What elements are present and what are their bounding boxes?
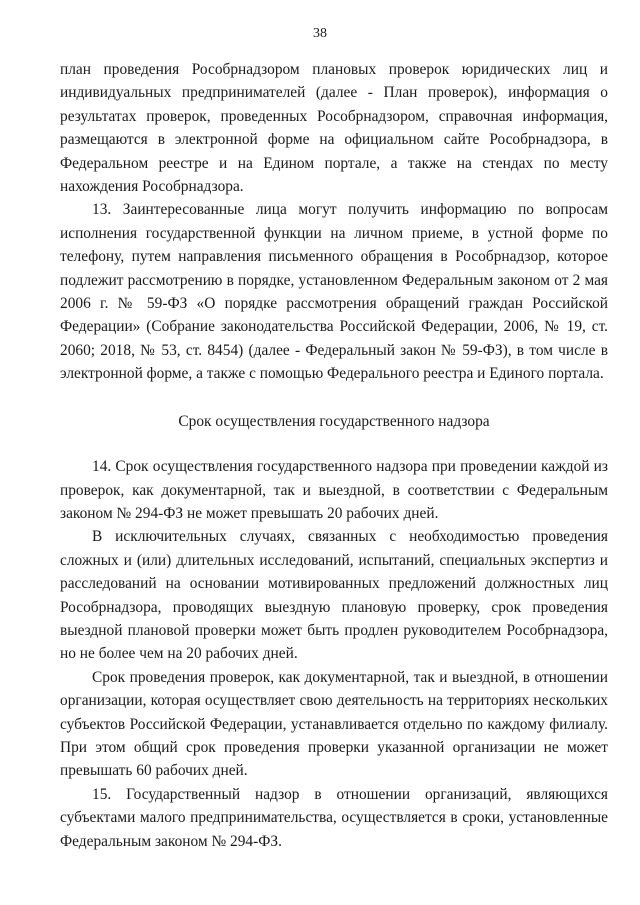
paragraph-14-branches: Срок проведения проверок, как документарной, так и выездной, в отношении организации, которая осуществляет свою деятельность на территориях нескольких субъектов Российской Федерации, устанавливается отдельно по каждому филиалу. При этом общий срок проведения проверки указанной организации не может превышать 60 рабочих дней. — [60, 668, 608, 780]
paragraph-14: 14. Срок осуществления государственного надзора при проведении каждой из проверок, как документарной, так и выездной, в соответствии с Федеральным законом № 294-ФЗ не может превышать 20 рабочих дней. — [60, 458, 608, 522]
paragraph-14-exceptions: В исключительных случаях, связанных с необходимостью проведения сложных и (или) длительных исследований, испытаний, специальных экспертиз и расследований на основании мотивированных предложений должностных лиц Рособрнадзора, проводящих выездную плановую проверку, срок проведения выездной плановой проверки может быть продлен руководителем Рособрнадзора, но не более чем на 20 рабочих дней. — [60, 528, 608, 663]
paragraph-15: 15. Государственный надзор в отношении организаций, являющихся субъектами малого предпринимательства, осуществляется в сроки, установленные Федеральным законом № 294-ФЗ. — [60, 785, 608, 850]
page-number: 38 — [313, 26, 327, 41]
section-heading: Срок осуществления государственного надзора — [178, 412, 490, 430]
document-body — [60, 58, 608, 853]
paragraph-continuation: план проведения Рособрнадзором плановых проверок юридических лиц и индивидуальных предпринимателей (далее - План проверок), информация о результатах проверок, проведенных Рособрнадзором, справочная информация, размещаются в электронной форме на официальном сайте Рособрнадзора, в Федеральном реестре и на Едином портале, а также на стендах по месту нахождения Рособрнадзора. — [60, 61, 608, 196]
paragraph-13: 13. Заинтересованные лица могут получить информацию по вопросам исполнения государственной функции на личном приеме, в устной форме по телефону, путем направления письменного обращения в Рособрнадзор, которое подлежит рассмотрению в порядке, установленном Федеральным законом от 2 мая 2006 г. № 59-ФЗ «О порядке рассмотрения обращений граждан Российской Федерации» (Собрание законодательства Российской Федерации, 2006, № 19, ст. 2060; 2018, № 53, ст. 8454) (далее - Федеральный закон № 59-ФЗ), в том числе в электронной форме, а также с помощью Федерального реестра и Единого портала. — [60, 201, 608, 383]
